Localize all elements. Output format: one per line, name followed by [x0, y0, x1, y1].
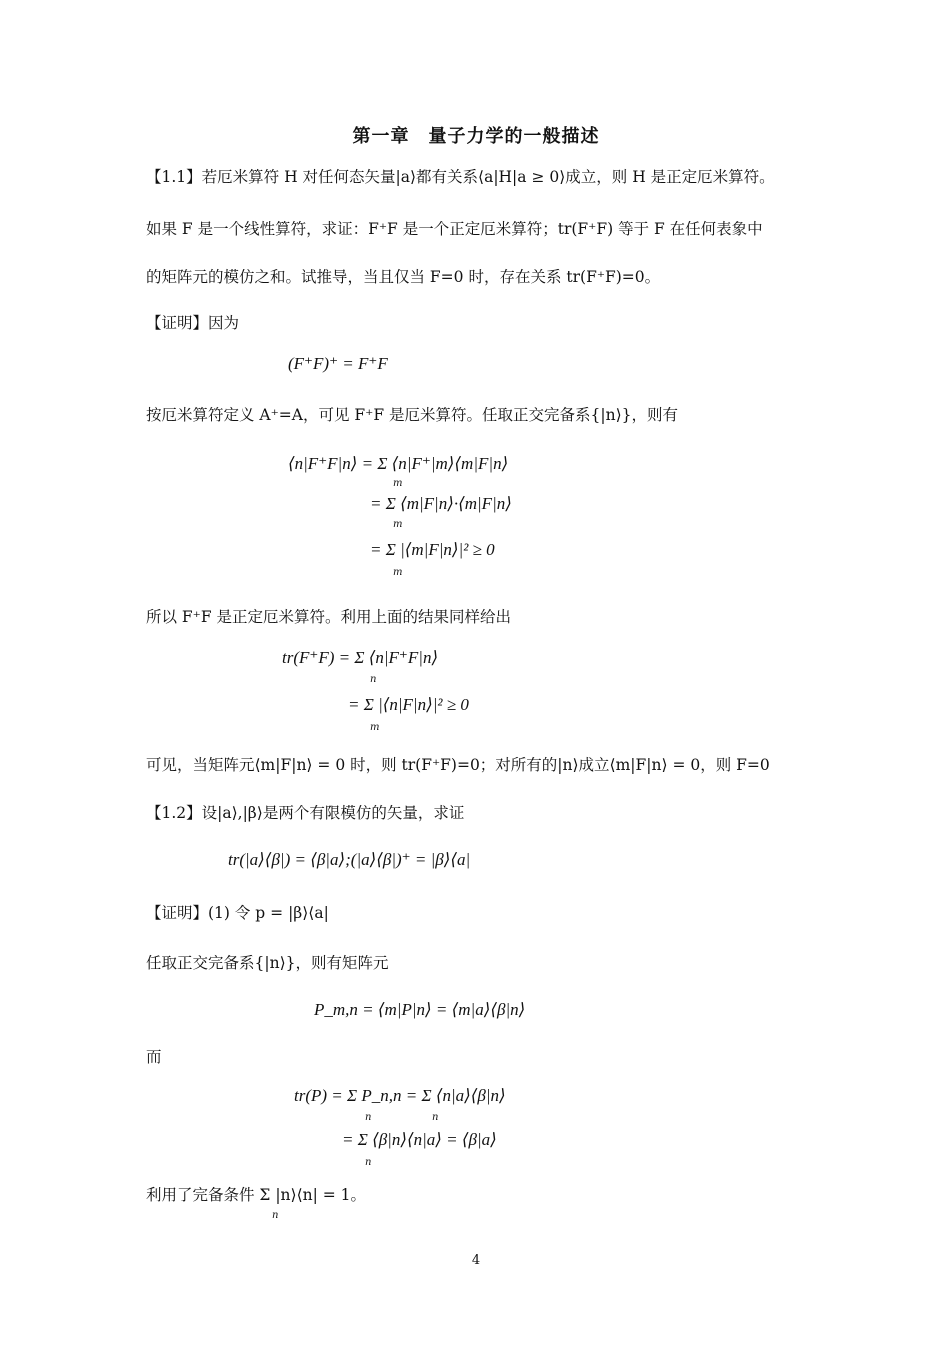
problem-1-1-statement: 【1.1】若厄米算符 H 对任何态矢量|a⟩都有关系⟨a|H|a ≥ 0⟩成立，则 H 是正定厄米算符。 — [146, 168, 775, 186]
proof-heading-2: 【证明】(1) 令 p = |β⟩⟨a| — [146, 904, 329, 922]
problem-1-1-line-2: 如果 F 是一个线性算符，求证：F⁺F 是一个正定厄米算符；tr(F⁺F) 等于 F 在任何表象中 — [146, 220, 763, 238]
paragraph-matrix-element: 任取正交完备系{|n⟩}，则有矩阵元 — [146, 954, 389, 972]
proof-heading-1: 【证明】因为 — [146, 314, 240, 332]
sum-index: n — [365, 1112, 372, 1123]
paragraph-conclusion-1-1: 可见，当矩阵元⟨m|F|n⟩ = 0 时，则 tr(F⁺F)=0；对所有的|n⟩成立⟨m|F|n⟩ = 0，则 F=0 — [146, 756, 770, 774]
equation-4: tr(|a⟩⟨β|) = ⟨β|a⟩;(|a⟩⟨β|)⁺ = |β⟩⟨a| — [228, 850, 471, 869]
problem-1-2-statement: 【1.2】设|a⟩,|β⟩是两个有限模仿的矢量，求证 — [146, 804, 465, 822]
paragraph-and: 而 — [146, 1048, 162, 1066]
paragraph-positive-definite: 所以 F⁺F 是正定厄米算符。利用上面的结果同样给出 — [146, 608, 512, 626]
sum-index: n — [365, 1157, 372, 1168]
equation-2a: ⟨n|F⁺F|n⟩ = Σ ⟨n|F⁺|m⟩⟨m|F|n⟩ — [288, 454, 509, 473]
equation-5: P_m,n = ⟨m|P|n⟩ = ⟨m|a⟩⟨β|n⟩ — [314, 1000, 526, 1019]
page-number: 4 — [471, 1253, 481, 1268]
sum-index: n — [370, 674, 377, 685]
sum-index: m — [393, 567, 403, 578]
equation-6a: tr(P) = Σ P_n,n = Σ ⟨n|a⟩⟨β|n⟩ — [294, 1086, 506, 1105]
equation-3b: = Σ |⟨n|F|n⟩|² ≥ 0 — [348, 695, 469, 714]
problem-1-1-line-3: 的矩阵元的模仿之和。试推导，当且仅当 F=0 时，存在关系 tr(F⁺F)=0。 — [146, 268, 661, 286]
sum-index: m — [393, 478, 403, 489]
equation-1: (F⁺F)⁺ = F⁺F — [288, 354, 388, 373]
chapter-title: 第一章 量子力学的一般描述 — [352, 126, 600, 147]
equation-6b: = Σ ⟨β|n⟩⟨n|a⟩ = ⟨β|a⟩ — [342, 1130, 497, 1149]
sum-index: n — [432, 1112, 439, 1123]
sum-index: n — [272, 1210, 279, 1221]
equation-2c: = Σ |⟨m|F|n⟩|² ≥ 0 — [370, 540, 495, 559]
paragraph-hermitian-definition: 按厄米算符定义 A⁺=A，可见 F⁺F 是厄米算符。任取正交完备系{|n⟩}，则有 — [146, 406, 679, 424]
equation-2b: = Σ ⟨m|F|n⟩·⟨m|F|n⟩ — [370, 494, 512, 513]
equation-3a: tr(F⁺F) = Σ ⟨n|F⁺F|n⟩ — [282, 648, 439, 667]
paragraph-completeness: 利用了完备条件 Σ |n⟩⟨n| = 1。 — [146, 1186, 367, 1204]
sum-index: m — [393, 519, 403, 530]
sum-index: m — [370, 722, 380, 733]
